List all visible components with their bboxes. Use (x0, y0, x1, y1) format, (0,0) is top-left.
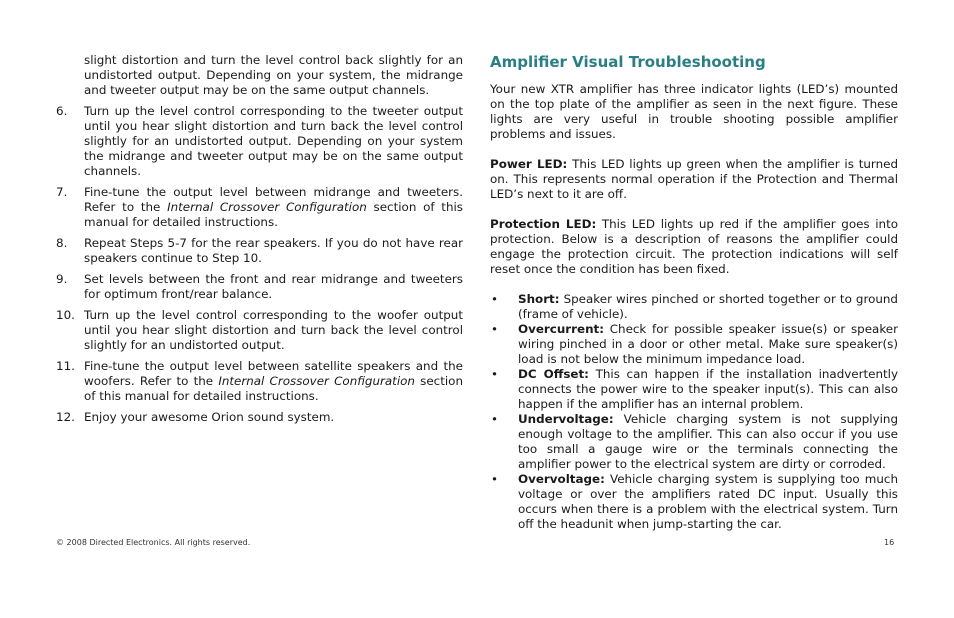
reason-label: Overcurrent: (518, 322, 604, 336)
step-item (56, 272, 463, 302)
step-item (56, 410, 463, 425)
step-item (56, 308, 463, 353)
reason-item-dc-offset (490, 367, 898, 412)
bullet-icon: • (491, 367, 499, 381)
step-number: 7. (56, 185, 68, 199)
step-text-part: section of this manual for detailed instructions. (84, 374, 463, 403)
step-text (84, 410, 463, 425)
reason-label: Overvoltage: (518, 472, 605, 486)
continued-paragraph: slight distortion and turn the level control back slightly for an undistorted output. Depending on your system, the midrange and tweeter output may be on the same output channels. (84, 53, 463, 97)
reason-text: Vehicle charging system is not supplying enough voltage to the amplifier. This can also occur if you use too small a gauge wire or the terminals connecting the amplifier power to the electrical system are dirty or corroded. (518, 412, 898, 471)
step-item (56, 359, 463, 404)
intro-paragraph: Your new XTR amplifier has three indicator lights (LED’s) mounted on the top plate of the amplifier as seen in the next figure. These lights are very useful in trouble shooting possible amplifier problems and issues. (490, 82, 898, 141)
page-number: 16 (884, 538, 895, 547)
protection-led-paragraph (490, 217, 898, 277)
step-text (84, 104, 463, 179)
reason-text: This can happen if the installation inadvertently connects the power wire to the speaker input(s). This can also happen if the amplifier has an internal problem. (518, 367, 898, 411)
reason-item-overcurrent (490, 322, 898, 367)
step-number: 8. (56, 236, 68, 250)
step-text-part: Repeat Steps 5-7 for the rear speakers. If you do not have rear speakers continue to Step 10. (84, 236, 463, 265)
step-text (84, 185, 463, 230)
step-text-part: section of this manual for detailed instructions. (84, 200, 463, 229)
bullet-icon: • (491, 322, 499, 336)
reason-item-undervoltage (490, 412, 898, 472)
bullet-icon: • (491, 292, 499, 306)
step-number: 10. (56, 308, 75, 322)
reason-label: Short: (518, 292, 560, 306)
step-list (56, 104, 463, 425)
power-led-text: This LED lights up green when the amplifier is turned on. This represents normal operation if the Protection and Thermal LED’s next to it are off. (490, 157, 899, 201)
step-text (84, 359, 463, 404)
step-text (84, 236, 463, 266)
step-number: 9. (56, 272, 68, 286)
power-led-label: Power LED: (490, 157, 568, 171)
reason-text: Check for possible speaker issue(s) or speaker wiring pinched in a door or other metal. Make sure speaker(s) load is not below the minimum impedance load. (518, 322, 898, 366)
reason-text: Vehicle charging system is supplying too much voltage or over the amplifiers rated DC input. Usually this occurs when there is a problem with the electrical system. Turn off the headunit when jump-starting the car. (518, 472, 898, 531)
bullet-icon: • (491, 472, 499, 486)
step-text-part: Turn up the level control corresponding to the tweeter output until you hear slight distortion and turn back the level control slightly for an undistorted output. Depending on your system the midrange and tweeter output may be on the same output channels. (84, 104, 463, 178)
power-led-paragraph (490, 157, 898, 202)
bullet-icon: • (491, 412, 499, 426)
protection-reasons-list (490, 292, 898, 532)
protection-led-text: This LED lights up red if the amplifier goes into protection. Below is a description of reasons the amplifier could engage the protection circuit. The protection indications will self reset once the condition has been fixed. (490, 217, 899, 276)
step-text-part: Fine-tune the output level between midrange and tweeters. Refer to the (84, 185, 463, 214)
reason-label: Undervoltage: (518, 412, 614, 426)
step-number: 6. (56, 104, 68, 118)
step-text-italic: Internal Crossover Configuration (167, 200, 367, 214)
reason-item-short (490, 292, 898, 322)
step-text-part: Set levels between the front and rear midrange and tweeters for optimum front/rear balance. (84, 272, 463, 301)
step-text (84, 308, 463, 353)
step-number: 12. (56, 410, 75, 424)
reason-item-overvoltage (490, 472, 898, 532)
step-text-italic: Internal Crossover Configuration (218, 374, 415, 388)
step-text-part: Fine-tune the output level between satellite speakers and the woofers. Refer to the (84, 359, 463, 388)
reason-label: DC Offset: (518, 367, 589, 381)
right-column (490, 52, 898, 532)
step-text-part: Enjoy your awesome Orion sound system. (84, 410, 335, 424)
step-text-part: Turn up the level control corresponding to the woofer output until you hear slight distortion and turn back the level control slightly for an undistorted output. (84, 308, 463, 352)
step-text (84, 272, 463, 302)
step-number: 11. (56, 359, 75, 373)
copyright-notice: © 2008 Directed Electronics. All rights reserved. (56, 538, 251, 547)
step-item (56, 185, 463, 230)
step-item (56, 236, 463, 266)
protection-led-label: Protection LED: (490, 217, 597, 231)
section-title: Amplifier Visual Troubleshooting (490, 53, 766, 71)
reason-text: Speaker wires pinched or shorted together or to ground (frame of vehicle). (518, 292, 898, 321)
left-column (56, 53, 463, 431)
step-item (56, 104, 463, 179)
